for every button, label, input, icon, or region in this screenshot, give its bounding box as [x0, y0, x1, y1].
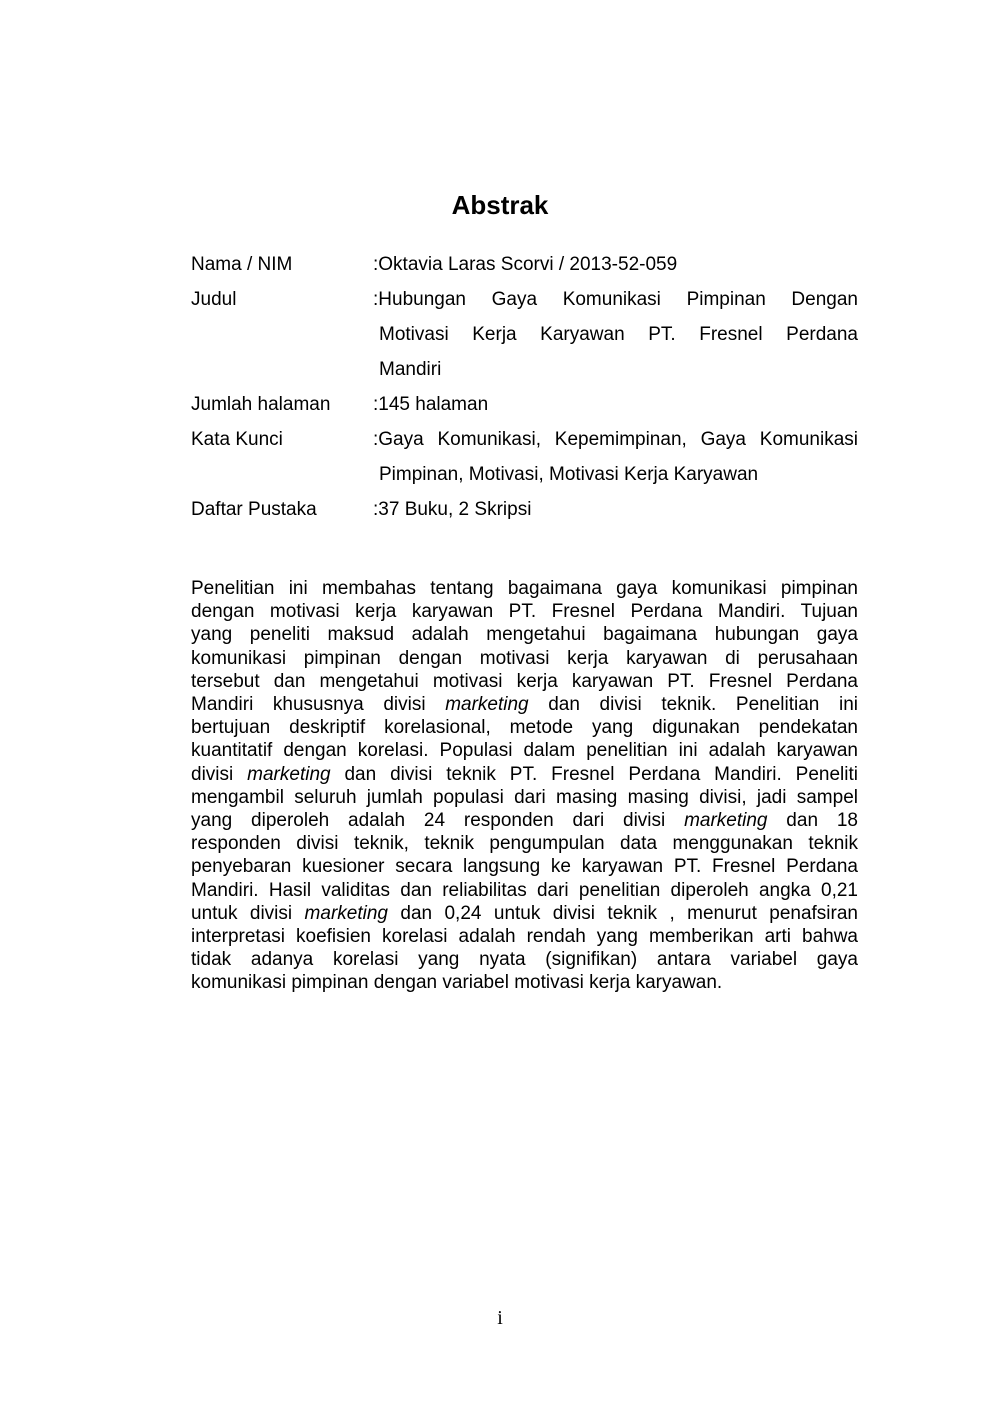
meta-label-name: Nama / NIM [191, 254, 293, 275]
abstract-line [191, 971, 858, 994]
abstract-text: kuantitatif dengan korelasi. Populasi dalam penelitian ini adalah karyawan [191, 740, 858, 762]
abstract-line [191, 925, 858, 948]
abstract-line [191, 809, 858, 832]
abstract-text: dan divisi teknik. Penelitian ini [528, 694, 858, 716]
meta-value-title-line-3: Mandiri [379, 359, 442, 380]
abstract-line [191, 670, 858, 693]
meta-value-bibliography: :37 Buku, 2 Skripsi [373, 499, 532, 520]
abstract-line [191, 716, 858, 739]
page-title: Abstrak [451, 190, 549, 220]
meta-value-keywords-line-2: Pimpinan, Motivasi, Motivasi Kerja Karyawan [379, 464, 759, 485]
abstract-text: tersebut dan mengetahui motivasi kerja karyawan PT. Fresnel Perdana [191, 670, 858, 692]
abstract-line [191, 577, 858, 600]
meta-label-title: Judul [191, 289, 237, 310]
abstract-text: yang peneliti maksud adalah mengetahui bagaimana hubungan gaya [191, 624, 858, 646]
abstract-text: dengan motivasi kerja karyawan PT. Fresnel Perdana Mandiri. Tujuan [191, 601, 858, 623]
abstract-line [191, 902, 858, 925]
abstract-emphasis: marketing [304, 902, 388, 924]
abstract-line [191, 855, 858, 878]
meta-value-title-line-1: :Hubungan Gaya Komunikasi Pimpinan Dengan [373, 289, 858, 310]
abstract-text: responden divisi teknik, teknik pengumpulan data menggunakan teknik [191, 833, 858, 855]
meta-label-keywords: Kata Kunci [191, 429, 283, 450]
abstract-line [191, 763, 858, 786]
meta-row-keywords [191, 422, 858, 492]
meta-value-bibliography-wrap [373, 492, 858, 527]
abstract-line [191, 623, 858, 646]
abstract-emphasis: marketing [684, 810, 768, 832]
abstract-text: mengambil seluruh jumlah populasi dari masing masing divisi, jadi sampel [191, 786, 858, 808]
abstract-emphasis: marketing [445, 694, 529, 716]
meta-value-pages-wrap [373, 387, 858, 422]
meta-value-keywords-line-1: :Gaya Komunikasi, Kepemimpinan, Gaya Komunikasi [373, 429, 858, 450]
abstract-text: bertujuan deskriptif korelasional, metode yang digunakan pendekatan [191, 717, 858, 739]
abstract-text: Mandiri khususnya divisi [191, 694, 446, 716]
abstract-line [191, 693, 858, 716]
meta-value-pages: :145 halaman [373, 394, 489, 415]
abstract-emphasis: marketing [247, 763, 331, 785]
abstract-text: dan divisi teknik PT. Fresnel Perdana Mandiri. Peneliti [330, 763, 858, 785]
meta-row-pages [191, 387, 858, 422]
abstract-text: dan 18 [767, 810, 858, 832]
abstract-line [191, 832, 858, 855]
abstract-line [191, 647, 858, 670]
abstract-paragraph [191, 577, 858, 995]
abstract-line [191, 786, 858, 809]
abstract-metadata [191, 247, 858, 527]
abstract-line [191, 600, 858, 623]
meta-value-keywords-wrap [373, 422, 858, 492]
meta-row-title [191, 282, 858, 387]
meta-label-bibliography: Daftar Pustaka [191, 499, 317, 520]
abstract-line [191, 739, 858, 762]
abstract-text: dan 0,24 untuk divisi teknik , menurut penafsiran [387, 902, 858, 924]
abstract-text: tidak adanya korelasi yang nyata (signifikan) antara variabel gaya [191, 949, 858, 971]
abstract-text: komunikasi pimpinan dengan variabel motivasi kerja karyawan. [191, 972, 723, 994]
abstract-text: yang diperoleh adalah 24 responden dari divisi [191, 810, 685, 832]
meta-value-name-wrap [373, 247, 858, 282]
abstract-line [191, 948, 858, 971]
abstract-text: komunikasi pimpinan dengan motivasi kerja karyawan di perusahaan [191, 647, 858, 669]
meta-row-name [191, 247, 858, 282]
meta-value-title-line-2: Motivasi Kerja Karyawan PT. Fresnel Perdana [379, 324, 858, 345]
meta-value-name: :Oktavia Laras Scorvi / 2013-52-059 [373, 254, 678, 275]
meta-value-title-wrap [373, 282, 858, 387]
abstract-text: untuk divisi [191, 902, 305, 924]
meta-row-bibliography [191, 492, 858, 527]
abstract-text: divisi [191, 763, 248, 785]
abstract-text: Mandiri. Hasil validitas dan reliabilitas dari penelitian diperoleh angka 0,21 [191, 879, 858, 901]
abstract-text: interpretasi koefisien korelasi adalah rendah yang memberikan arti bahwa [191, 926, 858, 948]
abstract-line [191, 879, 858, 902]
abstract-text: Penelitian ini membahas tentang bagaimana gaya komunikasi pimpinan [191, 578, 858, 599]
page-number: i [497, 1307, 503, 1329]
meta-label-pages: Jumlah halaman [191, 394, 331, 415]
abstract-text: penyebaran kuesioner secara langsung ke karyawan PT. Fresnel Perdana [191, 856, 858, 878]
